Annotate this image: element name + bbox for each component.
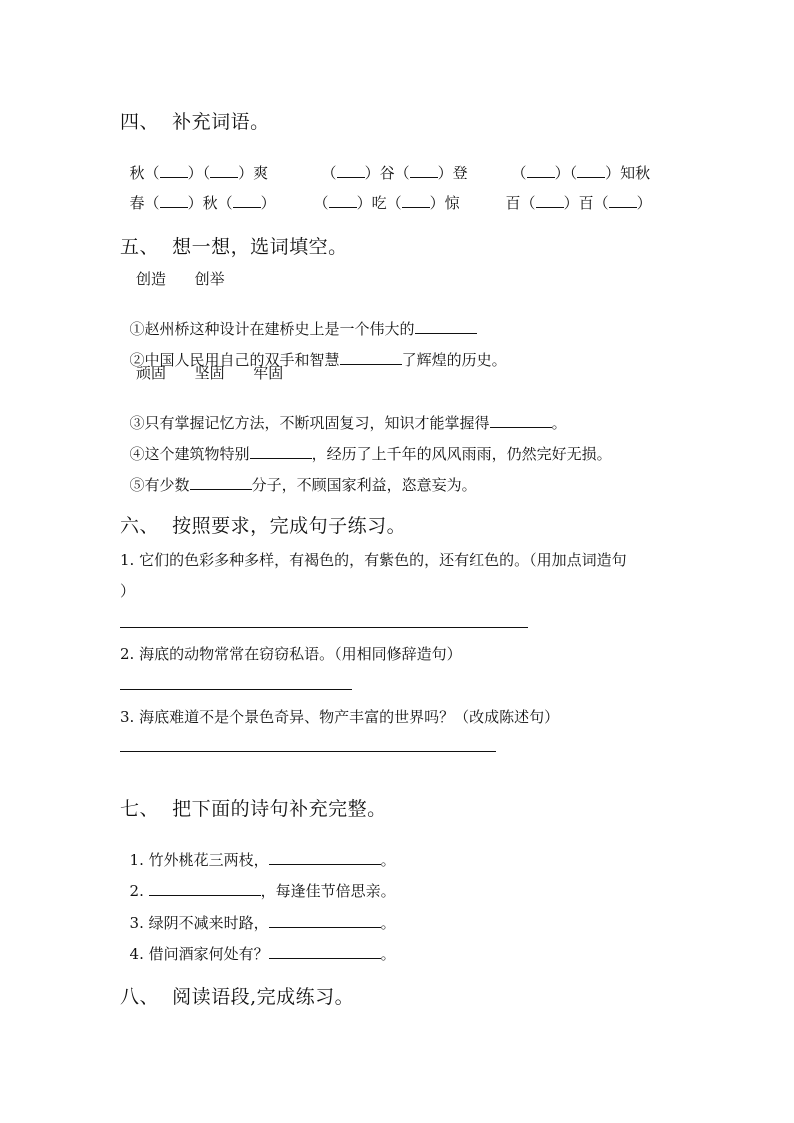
word-blank[interactable] [609,193,637,208]
word-blank[interactable] [233,193,261,208]
answer-blank[interactable] [190,475,252,490]
poem-text-end: 。 [380,945,396,963]
poem-line-4 [120,925,396,964]
word-item [304,174,460,213]
section-7-title: 七、 把下面的诗句补充完整。 [120,798,387,820]
poem-text: 2. [129,882,149,900]
poem-text-end: 。 [380,914,396,932]
sentence-task-2: 2. 海底的动物常常在窃窃私语。（用相同修辞造句） [120,645,462,663]
word-prefix: （ [321,164,337,182]
word-prefix: 春（ [129,194,160,212]
word-blank[interactable] [536,193,564,208]
question-text-end: 分子，不顾国家利益，恣意妄为。 [251,476,477,494]
question-text-end: 了辉煌的历史。 [401,351,507,369]
word-suffix: ）爽 [238,164,269,182]
poem-text-end: 。 [380,851,396,869]
poem-text: 1. 竹外桃花三两枝， [129,851,269,869]
answer-line[interactable] [120,751,496,752]
word-mid: ）（ [554,164,578,182]
word-blank[interactable] [402,193,430,208]
word-blank[interactable] [329,193,357,208]
section-8-title: 八、 阅读语段,完成练习。 [120,986,355,1008]
question-text-end: 。 [551,414,567,432]
answer-line[interactable] [120,627,528,628]
word-suffix: ） [260,194,276,212]
poem-text: 4. 借问酒家何处有？ [129,945,269,963]
word-suffix: ）惊 [429,194,460,212]
word-mid: ）谷（ [364,164,410,182]
question-text: ③只有掌握记忆方法，不断巩固复习，知识才能掌握得 [129,414,490,432]
poem-text: 3. 绿阴不减来时路， [129,914,269,932]
word-blank[interactable] [160,193,188,208]
word-choices-1: 创造 创举 [136,270,225,288]
question-text-end: ，经历了上千年的风风雨雨，仍然完好无损。 [311,445,612,463]
question-text: ①赵州桥这种设计在建桥史上是一个伟大的 [129,320,415,338]
sentence-task-3: 3. 海底难道不是个景色奇异、物产丰富的世界吗？（改成陈述句） [120,708,560,726]
word-item [496,174,652,213]
word-choices-2: 顽固 坚固 牢固 [136,364,284,382]
word-prefix: 秋（ [129,164,160,182]
question-5 [120,456,477,495]
question-text: ④这个建筑物特别 [129,445,250,463]
section-5-title: 五、 想一想，选词填空。 [120,236,348,258]
word-prefix: （ [313,194,329,212]
word-mid: ）秋（ [187,194,233,212]
question-text: ②中国人民用自己的双手和智慧 [129,351,340,369]
answer-blank[interactable] [340,350,402,365]
section-6-title: 六、 按照要求，完成句子练习。 [120,515,407,537]
word-suffix: ）知秋 [605,164,651,182]
word-suffix: ） [636,194,652,212]
word-mid: ）（ [187,164,211,182]
word-mid: ）吃（ [356,194,402,212]
word-prefix: 百（ [505,194,536,212]
word-mid: ）百（ [563,194,609,212]
sentence-task-1: 1. 它们的色彩多种多样，有褐色的，有紫色的，还有红色的。（用加点词造句 [120,551,627,569]
word-prefix: （ [511,164,527,182]
word-item [120,174,276,213]
answer-line[interactable] [120,689,352,690]
section-4-title: 四、 补充词语。 [120,111,270,133]
poem-blank[interactable] [269,944,381,959]
question-text: ⑤有少数 [129,476,190,494]
sentence-task-1-cont: ） [120,582,136,600]
word-suffix: ）登 [437,164,468,182]
poem-text-end: ，每逢佳节倍思亲。 [260,882,396,900]
